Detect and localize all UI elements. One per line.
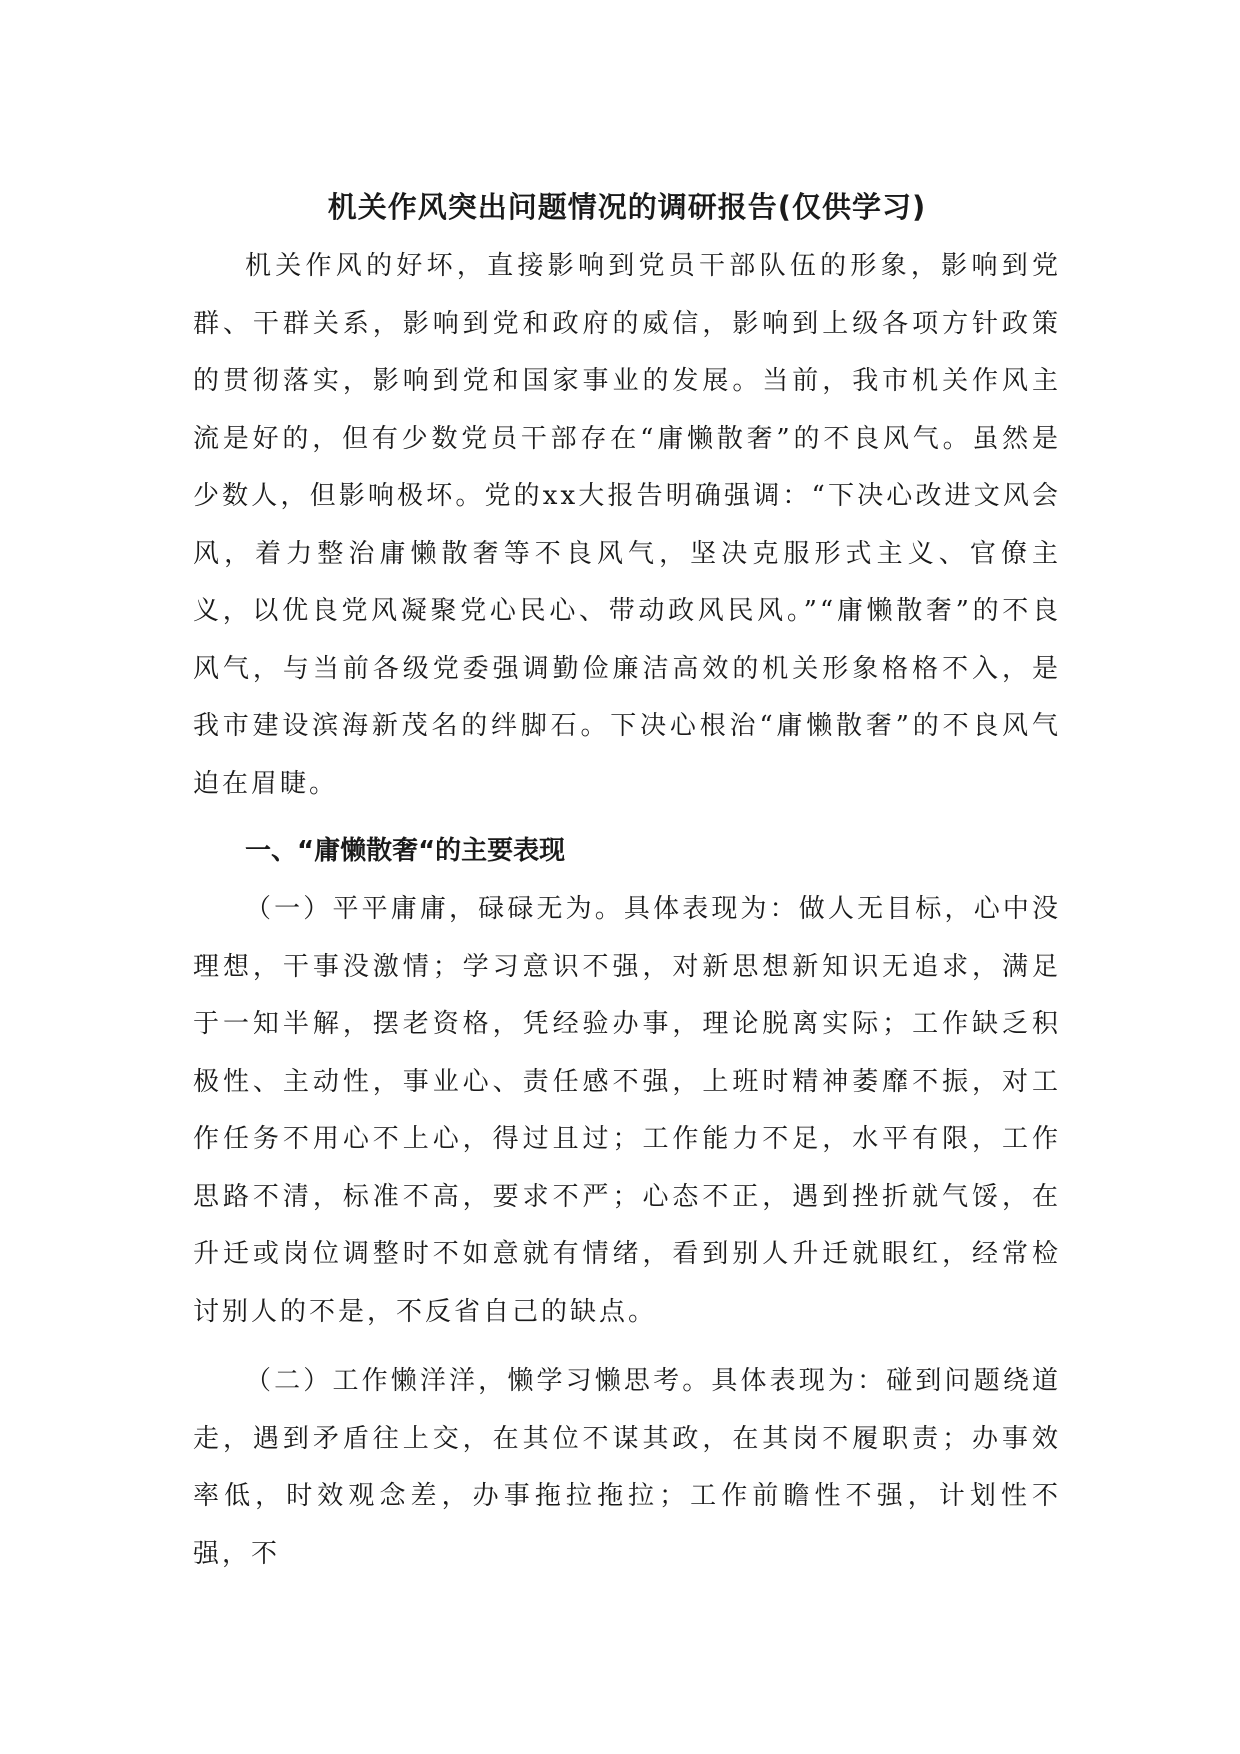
paragraph-2: （二）工作懒洋洋，懒学习懒思考。具体表现为：碰到问题绕道走，遇到矛盾往上交，在其位不谋其政，在其岗不履职责；办事效率低，时效观念差，办事拖拉拖拉；工作前瞻性不强，计划性不强，不 — [193, 1366, 1061, 1569]
intro-paragraph: 机关作风的好坏，直接影响到党员干部队伍的形象，影响到党群、干群关系，影响到党和政府的威信，影响到上级各项方针政策的贯彻落实，影响到党和国家事业的发展。当前，我市机关作风主流是好的，但有少数党员干部存在“庸懒散奢”的不良风气。虽然是少数人，但影响极坏。党的xx大报告明确强调：“下决心改进文风会风，着力整治庸懒散奢等不良风气，坚决克服形式主义、官僚主义，以优良党风凝聚党心民心、带动政风民风。”“庸懒散奢”的不良风气，与当前各级党委强调勤俭廉洁高效的机关形象格格不入，是我市建设滨海新茂名的绊脚石。下决心根治“庸懒散奢”的不良风气迫在眉睫。 — [193, 251, 1061, 799]
section-heading: 一、“庸懒散奢“的主要表现 — [245, 836, 566, 866]
document-body — [193, 186, 1061, 1583]
document-title: 机关作风突出问题情况的调研报告(仅供学习) — [327, 190, 927, 224]
paragraph-1: （一）平平庸庸，碌碌无为。具体表现为：做人无目标，心中没理想，干事没激情；学习意识不强，对新思想新知识无追求，满足于一知半解，摆老资格，凭经验办事，理论脱离实际；工作缺乏积极性、主动性，事业心、责任感不强，上班时精神萎靡不振，对工作任务不用心不上心，得过且过；工作能力不足，水平有限，工作思路不清，标准不高，要求不严；心态不正，遇到挫折就气馁，在升迁或岗位调整时不如意就有情绪，看到别人升迁就眼红，经常检讨别人的不是，不反省自己的缺点。 — [193, 894, 1061, 1327]
